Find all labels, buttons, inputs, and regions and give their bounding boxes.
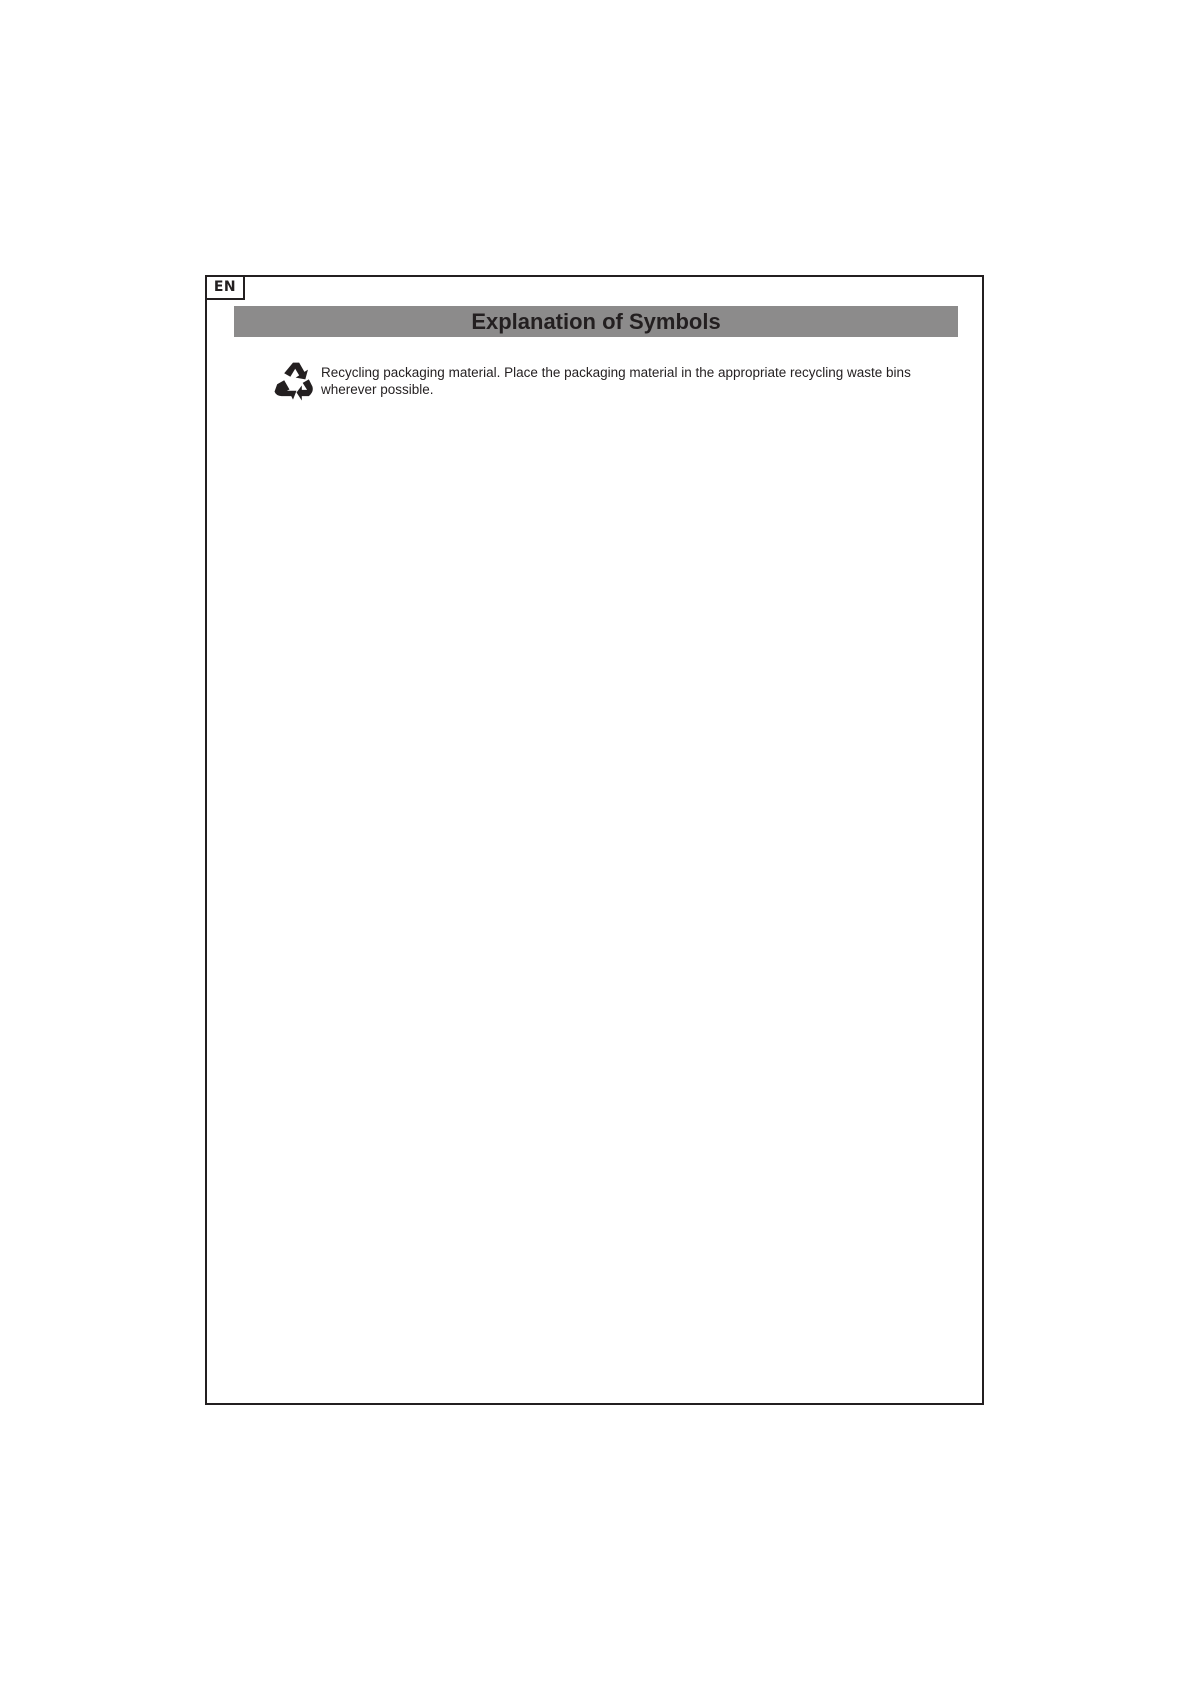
symbol-description: Recycling packaging material. Place the packaging material in the appropriate recycling waste bins wherever possible. <box>321 365 911 397</box>
symbol-list-item <box>271 364 931 404</box>
page-frame <box>205 275 984 1405</box>
recycling-icon <box>271 360 315 404</box>
section-title: Explanation of Symbols <box>234 306 958 337</box>
language-tab: EN <box>207 277 245 300</box>
